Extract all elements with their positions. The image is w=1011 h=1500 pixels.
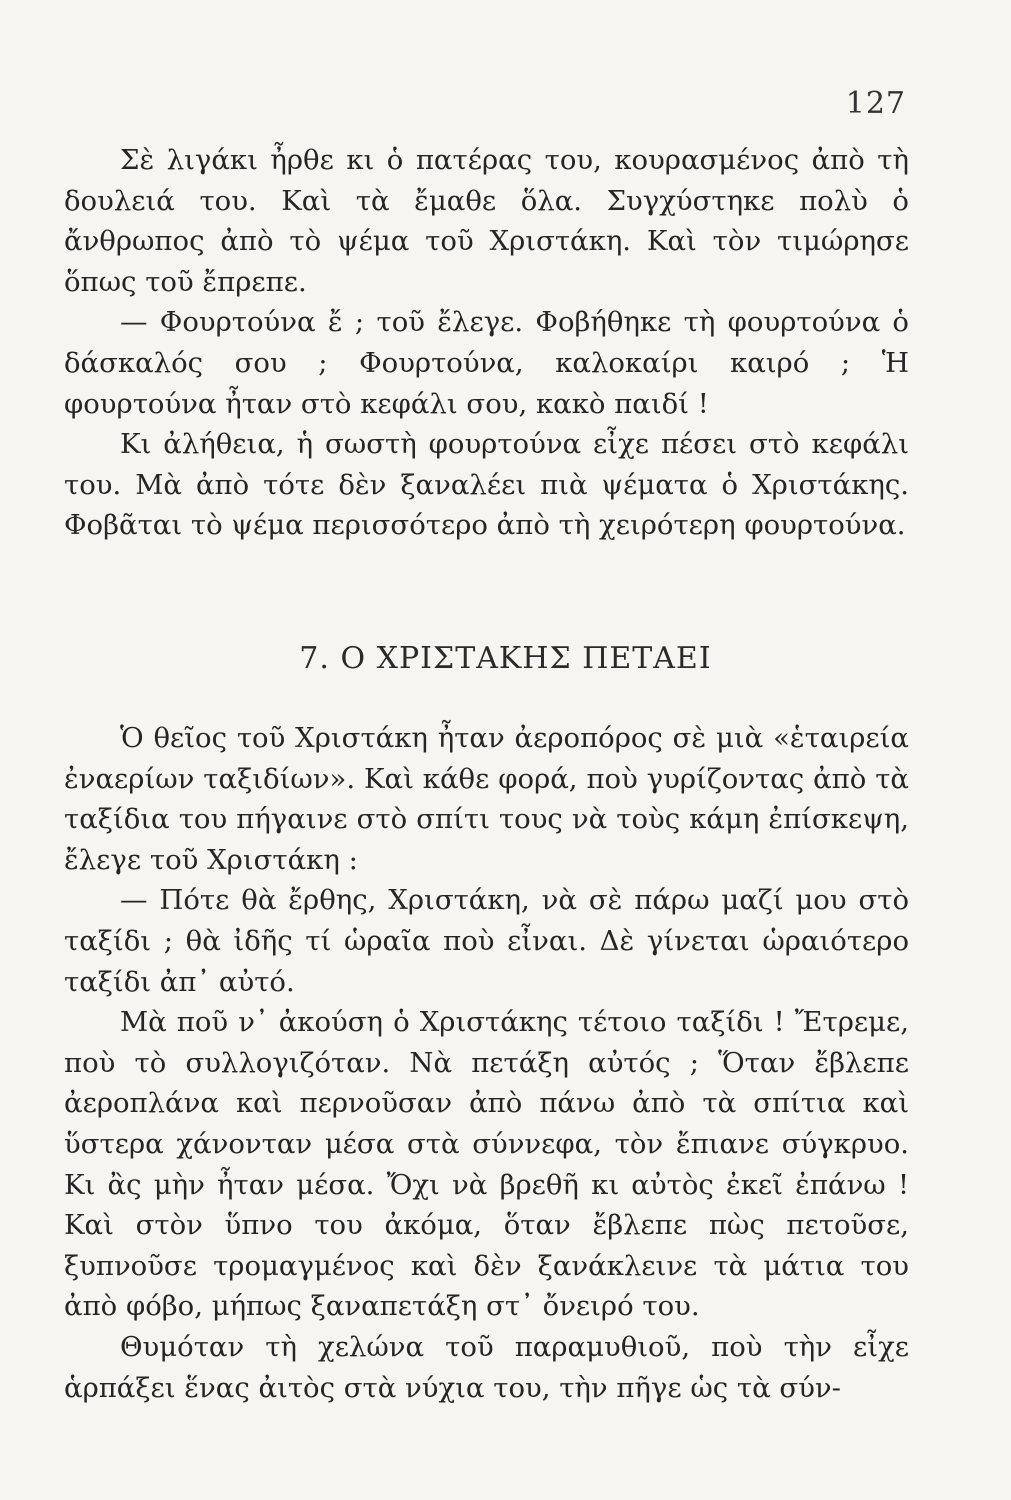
section-1-text: [64, 140, 909, 546]
chapter-title: 7. Ο ΧΡΙΣΤΑΚΗΣ ΠΕΤΑΕΙ: [299, 641, 712, 676]
paragraph: — Πότε θὰ ἔρθης, Χριστάκη, νὰ σὲ πάρω μαζί μου στὸ ταξίδι ; θὰ ἰδῆς τί ὡραῖα ποὺ εἶναι. Δὲ γίνεται ὡραιότερο ταξίδι ἀπ᾿ αὐτό.: [64, 884, 909, 998]
paragraph: Θυμόταν τὴ χελώνα τοῦ παραμυθιοῦ, ποὺ τὴν εἶχε ἁρπάξει ἕνας ἀιτὸς στὰ νύχια του, τὴν πῆγε ὡς τὰ σύν-: [64, 1330, 909, 1404]
paragraph: Σὲ λιγάκι ἦρθε κι ὁ πατέρας του, κουρασμένος ἀπὸ τὴ δουλειά του. Καὶ τὰ ἔμαθε ὅλα. Συγχύστηκε πολὺ ὁ ἄνθρωπος ἀπὸ τὸ ψέμα τοῦ Χριστάκη. Καὶ τὸν τιμώρησε ὅπως τοῦ ἔπρεπε.: [64, 144, 909, 298]
page-number: 127: [845, 86, 906, 121]
paragraph: Μὰ ποῦ ν᾿ ἀκούση ὁ Χριστάκης τέτοιο ταξίδι ! Ἔτρεμε, ποὺ τὸ συλλογιζόταν. Νὰ πετάξη αὐτός ; Ὅταν ἔβλεπε ἀεροπλάνα καὶ περνοῦσαν ἀπὸ πάνω ἀπὸ τὰ σπίτια καὶ ὕστερα χάνονταν μέσα στὰ σύννεφα, τὸν ἔπιανε σύγκρυο. Κι ἂς μὴν ἦταν μέσα. Ὄχι νὰ βρεθῆ κι αὐτὸς ἐκεῖ ἐπάνω ! Καὶ στὸν ὕπνο του ἀκόμα, ὅταν ἔβλεπε πὼς πετοῦσε, ξυπνοῦσε τρομαγμένος καὶ δὲν ξανάκλεινε τὰ μάτια του ἀπὸ φόβο, μήπως ξαναπετάξη στ᾿ ὄνειρό του.: [64, 1006, 909, 1323]
paragraph: Ὁ θεῖος τοῦ Χριστάκη ἦταν ἀεροπόρος σὲ μιὰ «ἑταιρεία ἐναερίων ταξιδίων». Καὶ κάθε φορά, ποὺ γυρίζοντας ἀπὸ τὰ ταξίδια του πήγαινε στὸ σπίτι τους νὰ τοὺς κάμη ἐπίσκεψη, ἔλεγε τοῦ Χριστάκη :: [64, 722, 909, 876]
paragraph: Κι ἀλήθεια, ἡ σωστὴ φουρτούνα εἶχε πέσει στὸ κεφάλι του. Μὰ ἀπὸ τότε δὲν ξαναλέει πιὰ ψέματα ὁ Χριστάκης. Φοβᾶται τὸ ψέμα περισσότερο ἀπὸ τὴ χειρότερη φουρτούνα.: [64, 428, 909, 542]
section-2-text: [64, 718, 909, 1408]
paragraph: — Φουρτούνα ἔ ; τοῦ ἔλεγε. Φοβήθηκε τὴ φουρτούνα ὁ δάσκαλός σου ; Φουρτούνα, καλοκαίρι καιρό ; Ἡ φουρτούνα ἦταν στὸ κεφάλι σου, κακὸ παιδί !: [64, 306, 909, 420]
